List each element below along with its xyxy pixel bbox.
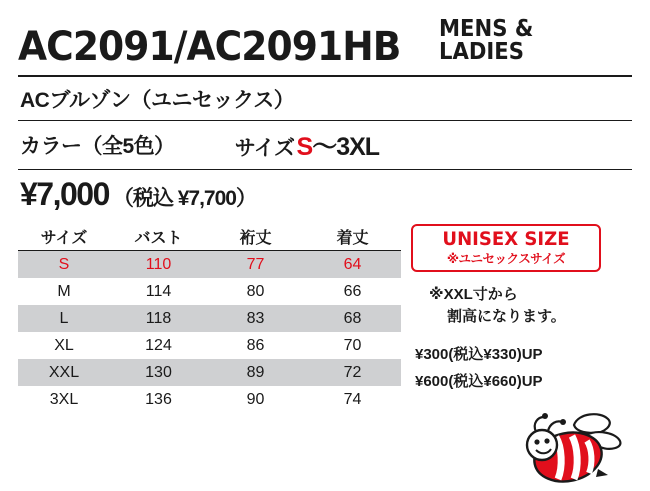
size-range-sep: ～ — [312, 133, 337, 161]
cell-size: XXL — [18, 359, 110, 386]
table-row — [18, 359, 401, 386]
upcharge-note-line1: ※XXL寸から — [429, 286, 518, 303]
cell-length: 66 — [343, 282, 362, 300]
cell-bust: 114 — [145, 282, 172, 300]
upcharge-xxl: ¥300(税込¥330)UP — [415, 345, 543, 363]
unisex-subtitle: ※ユニセックスサイズ — [446, 252, 566, 266]
cell-length: 74 — [343, 390, 362, 408]
cell-size: XL — [54, 336, 74, 354]
upcharge-note-line2: 割高になります。 — [447, 307, 566, 325]
cell-length: 64 — [304, 251, 401, 279]
side-panel — [411, 223, 632, 413]
color-count-label: カラー（全5色） — [20, 135, 175, 158]
gender-label: MENS & LADIES — [438, 16, 534, 65]
page-title: AC2091/AC2091HB — [18, 24, 401, 70]
size-block — [235, 127, 379, 163]
size-spec-table — [18, 223, 401, 413]
table-header-row — [18, 223, 401, 251]
color-size-row — [18, 121, 632, 169]
cell-sleeve: 83 — [207, 305, 304, 332]
table-row — [18, 251, 401, 279]
col-header-size: サイズ — [18, 223, 110, 251]
cell-sleeve: 77 — [207, 251, 304, 279]
spacer — [411, 328, 632, 341]
table-row — [18, 332, 401, 359]
cell-bust: 136 — [145, 390, 172, 408]
cell-bust: 110 — [110, 251, 207, 279]
table-row — [18, 305, 401, 332]
upcharge-3xl: ¥600(税込¥660)UP — [415, 372, 543, 390]
cell-size: S — [18, 251, 110, 279]
price-row — [18, 170, 632, 217]
unisex-size-badge — [411, 224, 601, 272]
col-header-bust: バスト — [110, 223, 207, 251]
cell-sleeve: 89 — [207, 359, 304, 386]
title-row — [18, 18, 632, 73]
bee-mascot-icon — [516, 411, 626, 491]
size-label: サイズ — [234, 137, 295, 160]
cell-bust: 130 — [110, 359, 207, 386]
col-header-length: 着丈 — [304, 223, 401, 251]
price-incl-tax: （税込 ¥7,700） — [112, 187, 256, 210]
cell-sleeve: 80 — [246, 282, 265, 300]
price-excl-tax: ¥7,000 — [20, 176, 109, 212]
table-row — [18, 278, 401, 305]
cell-size: M — [57, 282, 71, 300]
cell-size: L — [18, 305, 110, 332]
cell-size: 3XL — [49, 390, 79, 408]
size-range — [297, 127, 380, 163]
col-header-sleeve: 裄丈 — [207, 223, 304, 251]
size-range-max: 3XL — [336, 133, 380, 161]
cell-bust: 124 — [145, 336, 172, 354]
cell-sleeve: 86 — [246, 336, 265, 354]
upcharge-note — [411, 284, 632, 328]
cell-length: 70 — [343, 336, 362, 354]
cell-bust: 118 — [110, 305, 207, 332]
cell-length: 72 — [304, 359, 401, 386]
size-range-min: S — [296, 133, 313, 161]
product-name: ACブルゾン（ユニセックス） — [20, 89, 295, 112]
lower-section — [18, 223, 632, 413]
cell-length: 68 — [304, 305, 401, 332]
unisex-title: UNISEX SIZE — [442, 228, 570, 250]
cell-sleeve: 90 — [246, 390, 265, 408]
table-row — [18, 386, 401, 413]
